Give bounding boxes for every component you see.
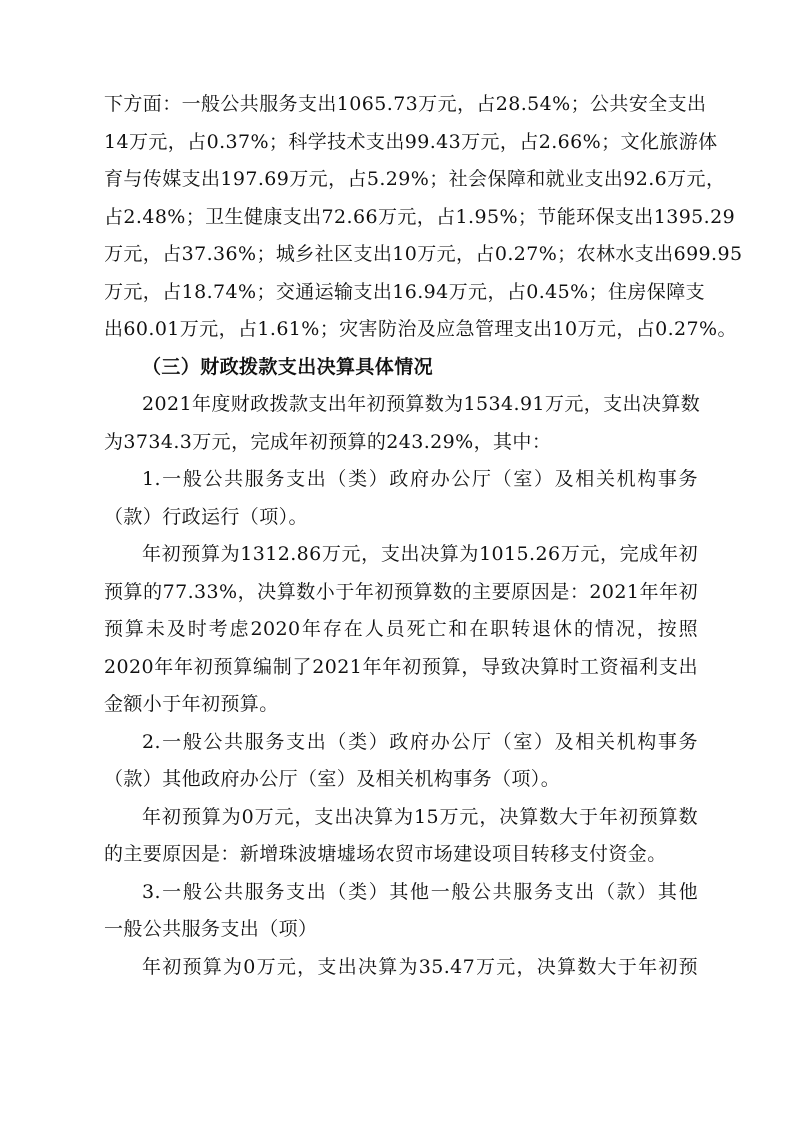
text-line: 万元，占18.74%；交通运输支出16.94万元，占0.45%；住房保障支: [104, 280, 705, 303]
document-body: [104, 86, 743, 986]
text-line: 万元，占37.36%；城乡社区支出10万元，占0.27%；农林水支出699.95: [104, 243, 743, 265]
text-line: 1.一般公共服务支出（类）政府办公厅（室）及相关机构事务: [142, 468, 698, 490]
text-line: 育与传媒支出197.69万元，占5.29%；社会保障和就业支出92.6万元，: [104, 168, 726, 190]
text-line: 14万元，占0.37%；科学技术支出99.43万元，占2.66%；文化旅游体: [104, 130, 718, 153]
paragraph: [104, 86, 743, 349]
paragraph: [104, 799, 698, 874]
text-line: 金额小于年初预算。: [104, 693, 279, 715]
text-line: 一般公共服务支出（项）: [104, 918, 318, 940]
text-line: 预算未及时考虑2020年存在人员死亡和在职转退休的情况，按照: [104, 618, 698, 640]
text-line: 为3734.3万元，完成年初预算的243.29%，其中：: [104, 430, 552, 453]
paragraph: [104, 536, 698, 724]
paragraph: [104, 386, 701, 461]
text-line: （款）其他政府办公厅（室）及相关机构事务（项）。: [104, 768, 561, 790]
text-line: （款）行政运行（项）。: [104, 505, 308, 528]
text-line: 3.一般公共服务支出（类）其他一般公共服务支出（款）其他: [142, 880, 698, 903]
text-line: 的主要原因是：新增珠波塘墟场农贸市场建设项目转移支付资金。: [104, 843, 667, 865]
text-line: 2.一般公共服务支出（类）政府办公厅（室）及相关机构事务: [142, 730, 698, 753]
paragraph: [104, 461, 698, 536]
paragraph: [104, 949, 698, 987]
paragraph: [104, 724, 698, 799]
paragraph: [104, 874, 698, 949]
text-line: 2021年度财政拨款支出年初预算数为1534.91万元，支出决算数: [142, 393, 701, 415]
text-line: 占2.48%；卫生健康支出72.66万元，占1.95%；节能环保支出1395.29: [104, 205, 736, 228]
text-line: 出60.01万元，占1.61%；灾害防治及应急管理支出10万元，占0.27%。: [104, 318, 737, 340]
text-line: 预算的77.33%，决算数小于年初预算数的主要原因是：2021年年初: [104, 580, 698, 603]
text-line: 2020年年初预算编制了2021年年初预算，导致决算时工资福利支出: [104, 655, 698, 678]
text-line: 下方面：一般公共服务支出1065.73万元，占28.54%；公共安全支出: [104, 93, 707, 115]
text-line: 年初预算为1312.86万元，支出决算为1015.26万元，完成年初: [142, 543, 698, 565]
section-heading: [104, 349, 698, 387]
text-line: 年初预算为0万元，支出决算为35.47万元，决算数大于年初预: [142, 955, 698, 978]
text-line: 年初预算为0万元，支出决算为15万元，决算数大于年初预算数: [142, 805, 698, 828]
text-line: （三）财政拨款支出决算具体情况: [142, 355, 434, 378]
